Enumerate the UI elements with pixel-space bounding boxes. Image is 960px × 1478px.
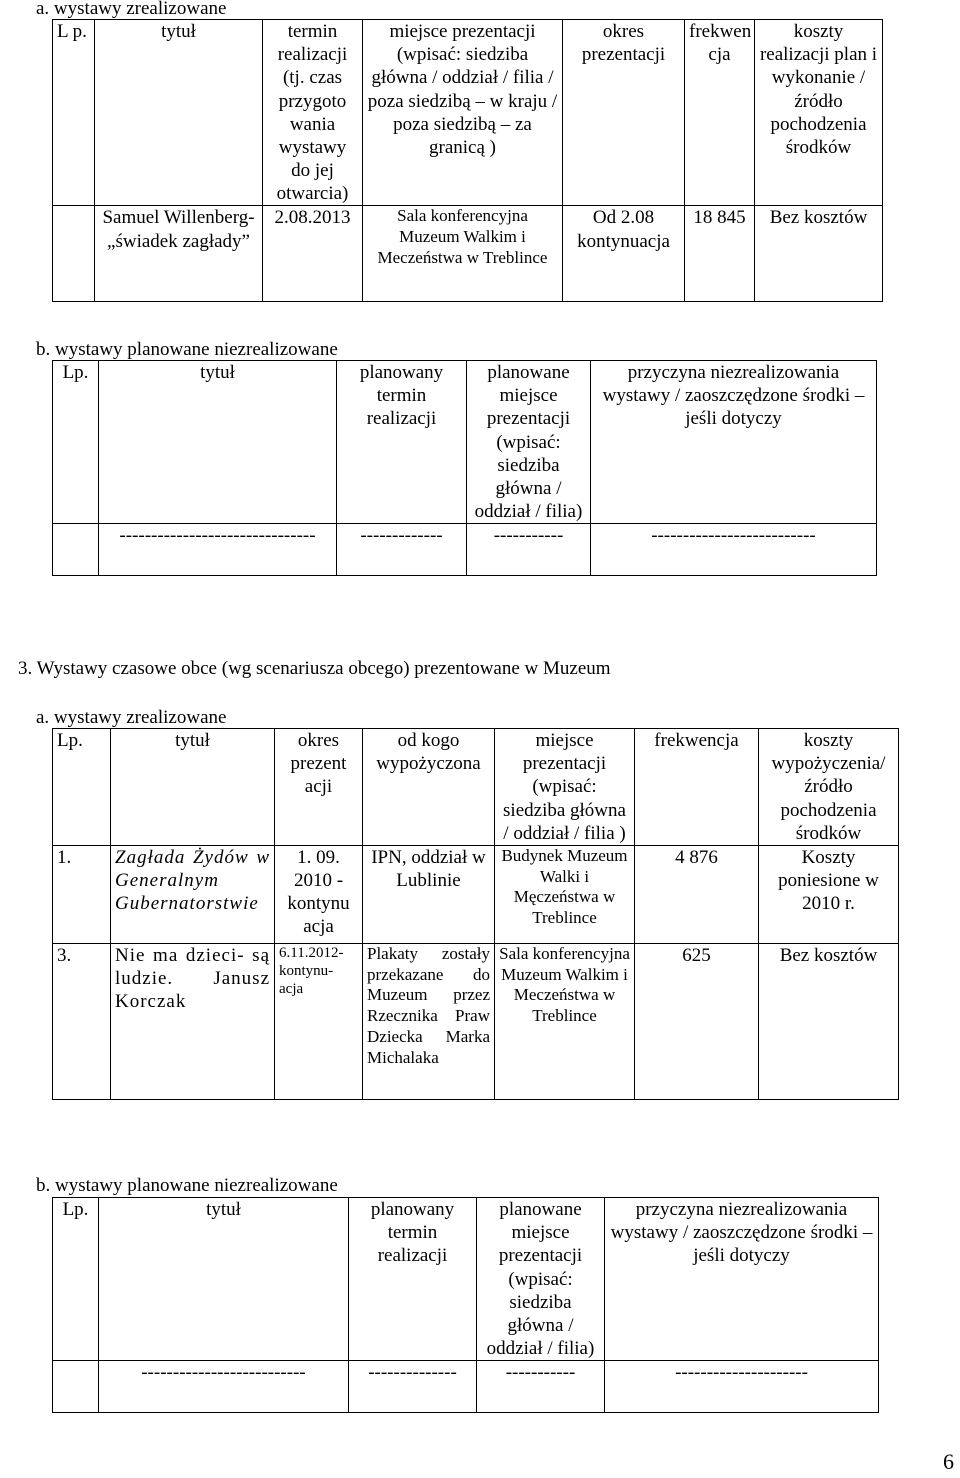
col-header-od-kogo: od kogo wypożyczona [363,729,495,846]
table-header-row [53,1198,879,1361]
section-2a-heading: a. wystawy zrealizowane [36,0,227,19]
cell-miejsce: Sala konferencyjna Muzeum Walkim i Meczeństwa w Treblince [363,206,563,302]
table-2a [52,19,883,302]
col-header-koszty: koszty realizacji plan i wykonanie / źródło pochodzenia środków [755,20,883,206]
cell-przyczyna: -------------------------- [591,524,877,576]
cell-przyczyna: --------------------- [605,1361,879,1413]
col-header-miejsce: miejsce prezentacji (wpisać: siedziba główna / oddział / filia ) [495,729,635,846]
cell-tytul: Samuel Willenberg- „świadek zagłady” [95,206,263,302]
cell-od-kogo: Plakaty zostały przekazane do Muzeum przez Rzecznika Praw Dziecka Marka Michalaka [363,943,495,1099]
cell-lp [53,1361,99,1413]
cell-tytul: -------------------------- [99,1361,349,1413]
col-header-lp: Lp. [53,1198,99,1361]
table-row [53,845,899,943]
cell-koszty: Bez kosztów [759,943,899,1099]
col-header-frekwencja: frekwen cja [685,20,755,206]
cell-miejsce: ----------- [467,524,591,576]
cell-lp: 1. [53,845,111,943]
col-header-okres: okres prezentacji [563,20,685,206]
table-header-row [53,361,877,524]
cell-termin: 2.08.2013 [263,206,363,302]
table-3a [52,728,899,1100]
section-2b-heading: b. wystawy planowane niezrealizowane [36,339,338,360]
cell-lp [53,524,99,576]
cell-okres: 1. 09. 2010 - kontynu acja [275,845,363,943]
col-header-okres: okres prezent acji [275,729,363,846]
col-header-przyczyna: przyczyna niezrealizowania wystawy / zaoszczędzone środki – jeśli dotyczy [591,361,877,524]
col-header-przyczyna: przyczyna niezrealizowania wystawy / zaoszczędzone środki – jeśli dotyczy [605,1198,879,1361]
col-header-tytul: tytuł [95,20,263,206]
table-3b [52,1197,879,1413]
cell-koszty: Koszty poniesione w 2010 r. [759,845,899,943]
table-row [53,206,883,302]
col-header-termin: planowany termin realizacji [337,361,467,524]
col-header-miejsce: planowane miejsce prezentacji (wpisać: siedziba główna / oddział / filia) [467,361,591,524]
col-header-termin: planowany termin realizacji [349,1198,477,1361]
col-header-tytul: tytuł [111,729,275,846]
cell-miejsce: Budynek Muzeum Walki i Męczeństwa w Treblince [495,845,635,943]
table-header-row [53,729,899,846]
col-header-miejsce: planowane miejsce prezentacji (wpisać: siedziba główna / oddział / filia) [477,1198,605,1361]
col-header-miejsce: miejsce prezentacji (wpisać: siedziba główna / oddział / filia / poza siedzibą – w kraju / poza siedzibą – za granicą ) [363,20,563,206]
col-header-lp: Lp. [53,729,111,846]
col-header-frekwencja: frekwencja [635,729,759,846]
table-header-row [53,20,883,206]
col-header-lp: Lp. [53,361,99,524]
cell-koszty: Bez kosztów [755,206,883,302]
col-header-tytul: tytuł [99,1198,349,1361]
cell-frekwencja: 4 876 [635,845,759,943]
table-row [53,943,899,1099]
col-header-koszty: koszty wypożyczenia/ źródło pochodzenia środków [759,729,899,846]
cell-okres: Od 2.08 kontynuacja [563,206,685,302]
section-3b-heading: b. wystawy planowane niezrealizowane [36,1175,338,1196]
section-3-heading: 3. Wystawy czasowe obce (wg scenariusza obcego) prezentowane w Muzeum [18,658,611,679]
table-row [53,524,877,576]
cell-okres: 6.11.2012- kontynu- acja [275,943,363,1099]
col-header-termin: termin realizacji (tj. czas przygoto wania wystawy do jej otwarcia) [263,20,363,206]
cell-tytul: Zagłada Żydów w Generalnym Gubernatorstwie [111,845,275,943]
col-header-tytul: tytuł [99,361,337,524]
cell-miejsce: ----------- [477,1361,605,1413]
table-row [53,1361,879,1413]
cell-frekwencja: 18 845 [685,206,755,302]
cell-tytul: Nie ma dzieci- są ludzie. Janusz Korczak [111,943,275,1099]
page-number: 6 [943,1449,954,1475]
col-header-lp: L p. [53,20,95,206]
cell-od-kogo: IPN, oddział w Lublinie [363,845,495,943]
cell-tytul: ------------------------------- [99,524,337,576]
cell-frekwencja: 625 [635,943,759,1099]
cell-lp [53,206,95,302]
cell-termin: -------------- [349,1361,477,1413]
cell-miejsce: Sala konferencyjna Muzeum Walkim i Meczeństwa w Treblince [495,943,635,1099]
table-2b [52,360,877,576]
cell-lp: 3. [53,943,111,1099]
cell-termin: ------------- [337,524,467,576]
section-3a-heading: a. wystawy zrealizowane [36,707,227,728]
